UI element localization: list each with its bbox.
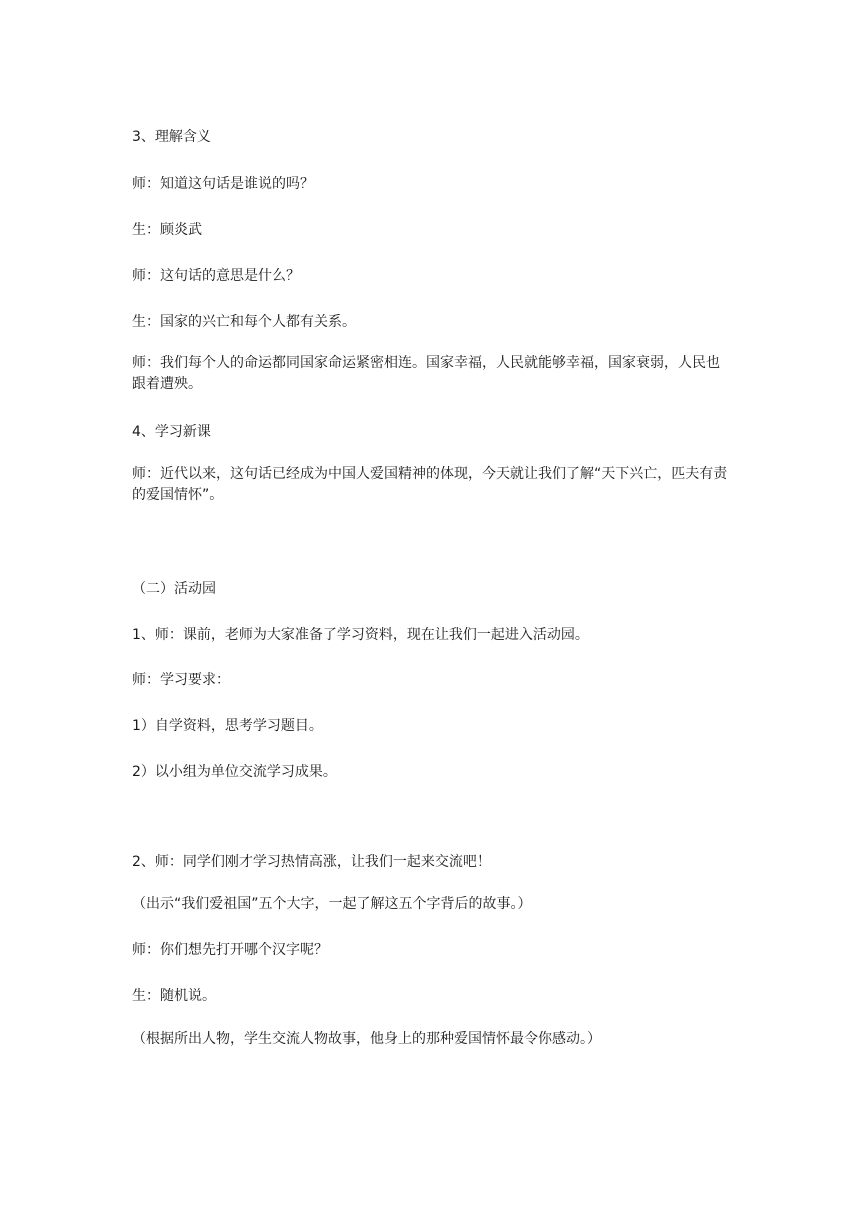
stage-direction: （根据所出人物，学生交流人物故事，他身上的那种爱国情怀最令你感动。）: [132, 1031, 601, 1047]
dialogue-line: 生：顾炎武: [132, 222, 202, 238]
dialogue-line: 师：近代以来，这句话已经成为中国人爱国精神的体现，今天就让我们了解“天下兴亡，匹夫有责的爱国情怀”。: [132, 466, 728, 503]
heading-understand-meaning: 3、理解含义: [132, 129, 211, 145]
dialogue-line: 生：随机说。: [132, 988, 216, 1004]
dialogue-line: 师：这句话的意思是什么？: [132, 268, 300, 284]
dialogue-line: 师：学习要求：: [132, 672, 230, 688]
dialogue-line: 师：知道这句话是谁说的吗？: [132, 176, 314, 192]
list-item: 1）自学资料，思考学习题目。: [132, 718, 323, 734]
dialogue-line: 1、师：课前，老师为大家准备了学习资料，现在让我们一起进入活动园。: [132, 627, 589, 643]
dialogue-line: 师：你们想先打开哪个汉字呢？: [132, 942, 328, 958]
section-heading-activity: （二）活动园: [132, 581, 216, 597]
list-item: 2）以小组为单位交流学习成果。: [132, 764, 337, 780]
dialogue-line: 2、师：同学们刚才学习热情高涨，让我们一起来交流吧！: [132, 854, 491, 870]
stage-direction: （出示“我们爱祖国”五个大字，一起了解这五个字背后的故事。）: [132, 896, 532, 912]
heading-learn-new-lesson: 4、学习新课: [132, 424, 211, 440]
dialogue-line: 师：我们每个人的命运都同国家命运紧密相连。国家幸福，人民就能够幸福，国家衰弱，人民也跟着遭殃。: [132, 355, 720, 392]
dialogue-line: 生：国家的兴亡和每个人都有关系。: [132, 314, 356, 330]
